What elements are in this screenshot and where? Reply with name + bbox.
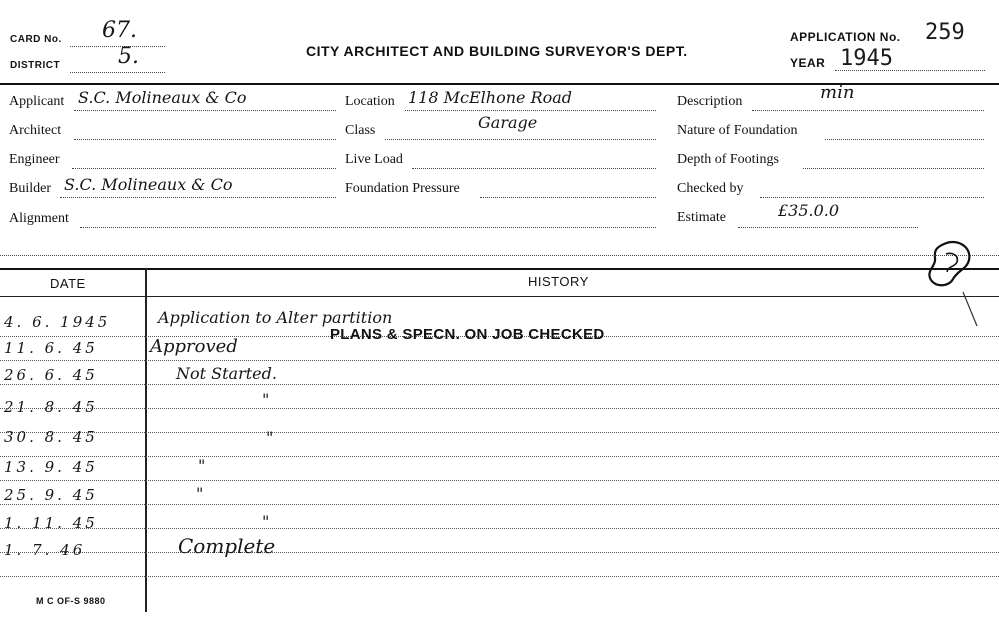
date-column-header: DATE xyxy=(50,276,86,291)
location-value: 118 McElhone Road xyxy=(408,88,573,107)
architect-label: Architect xyxy=(9,123,62,138)
card-number-value: 67. xyxy=(102,18,137,43)
department-title: CITY ARCHITECT AND BUILDING SURVEYOR'S DEPT. xyxy=(306,43,688,59)
district-label: DISTRICT xyxy=(10,60,61,71)
scan-mark xyxy=(955,290,985,330)
applicant-label: Applicant xyxy=(9,94,65,109)
applicant-line xyxy=(74,110,336,111)
depth-of-footings-line xyxy=(803,168,984,169)
application-number-label: APPLICATION No. xyxy=(790,30,901,44)
live-load-label: Live Load xyxy=(345,152,403,167)
history-row-line xyxy=(0,528,999,529)
applicant-value: S.C. Molineaux & Co xyxy=(78,88,247,107)
ink-blot-mark xyxy=(922,236,978,292)
history-text: " xyxy=(262,512,270,531)
district-line xyxy=(70,72,165,73)
year-value: 1945 xyxy=(840,46,893,71)
engineer-label: Engineer xyxy=(9,152,60,167)
history-row-line xyxy=(0,408,999,409)
history-row-line xyxy=(0,384,999,385)
estimate-label: Estimate xyxy=(677,210,726,225)
live-load-line xyxy=(412,168,656,169)
location-label: Location xyxy=(345,94,395,109)
alignment-label: Alignment xyxy=(9,211,69,226)
builder-label: Builder xyxy=(9,181,51,196)
alignment-line xyxy=(80,227,656,228)
builder-line xyxy=(60,197,336,198)
history-date: 13. 9. 45 xyxy=(4,458,98,476)
architect-line xyxy=(74,139,336,140)
checked-by-line xyxy=(760,197,984,198)
history-row-line xyxy=(0,504,999,505)
estimate-line xyxy=(738,227,918,228)
class-value: Garage xyxy=(478,113,538,132)
history-date: 1. 7. 46 xyxy=(4,541,86,559)
history-row-line xyxy=(0,432,999,433)
history-row-line xyxy=(0,480,999,481)
description-label: Description xyxy=(677,94,743,109)
history-date: 30. 8. 45 xyxy=(4,428,98,446)
history-text: Complete xyxy=(178,534,276,558)
district-value: 5. xyxy=(118,44,139,69)
header-row-divider xyxy=(0,296,999,297)
location-line xyxy=(405,110,656,111)
builder-value: S.C. Molineaux & Co xyxy=(64,175,233,194)
history-top-divider xyxy=(0,268,999,270)
history-row-line xyxy=(0,552,999,553)
nature-of-foundation-line xyxy=(825,139,984,140)
history-text: " xyxy=(266,428,274,447)
year-line xyxy=(835,70,985,71)
history-text: Approved xyxy=(150,336,238,357)
history-date: 4. 6. 1945 xyxy=(4,313,111,331)
fields-bottom-dotted-line xyxy=(0,255,999,256)
history-text: " xyxy=(196,484,204,503)
application-number-value: 259 xyxy=(925,20,965,45)
history-date: 1. 11. 45 xyxy=(4,514,98,532)
history-column-header: HISTORY xyxy=(528,274,589,289)
description-line xyxy=(752,110,984,111)
history-row-line xyxy=(0,456,999,457)
class-label: Class xyxy=(345,123,376,138)
description-value: min xyxy=(820,82,855,103)
year-label: YEAR xyxy=(790,56,826,70)
history-text: Application to Alter partition xyxy=(158,308,393,327)
history-date: 21. 8. 45 xyxy=(4,398,98,416)
history-row-line xyxy=(0,576,999,577)
history-text: Not Started. xyxy=(176,364,277,383)
foundation-pressure-label: Foundation Pressure xyxy=(345,181,460,196)
engineer-line xyxy=(72,168,336,169)
history-date: 11. 6. 45 xyxy=(4,339,98,357)
form-code: M C OF-S 9880 xyxy=(36,596,106,606)
history-date: 26. 6. 45 xyxy=(4,366,98,384)
history-text: " xyxy=(262,390,270,409)
history-row-line xyxy=(0,360,999,361)
checked-by-label: Checked by xyxy=(677,181,744,196)
plans-checked-stamp: PLANS & SPECN. ON JOB CHECKED xyxy=(330,326,605,343)
history-text: " xyxy=(198,456,206,475)
card-number-label: CARD No. xyxy=(10,34,62,45)
column-separator xyxy=(145,268,147,612)
depth-of-footings-label: Depth of Footings xyxy=(677,152,779,167)
foundation-pressure-line xyxy=(480,197,656,198)
history-date: 25. 9. 45 xyxy=(4,486,98,504)
nature-of-foundation-label: Nature of Foundation xyxy=(677,123,798,138)
class-line xyxy=(385,139,656,140)
estimate-value: £35.0.0 xyxy=(778,201,840,220)
